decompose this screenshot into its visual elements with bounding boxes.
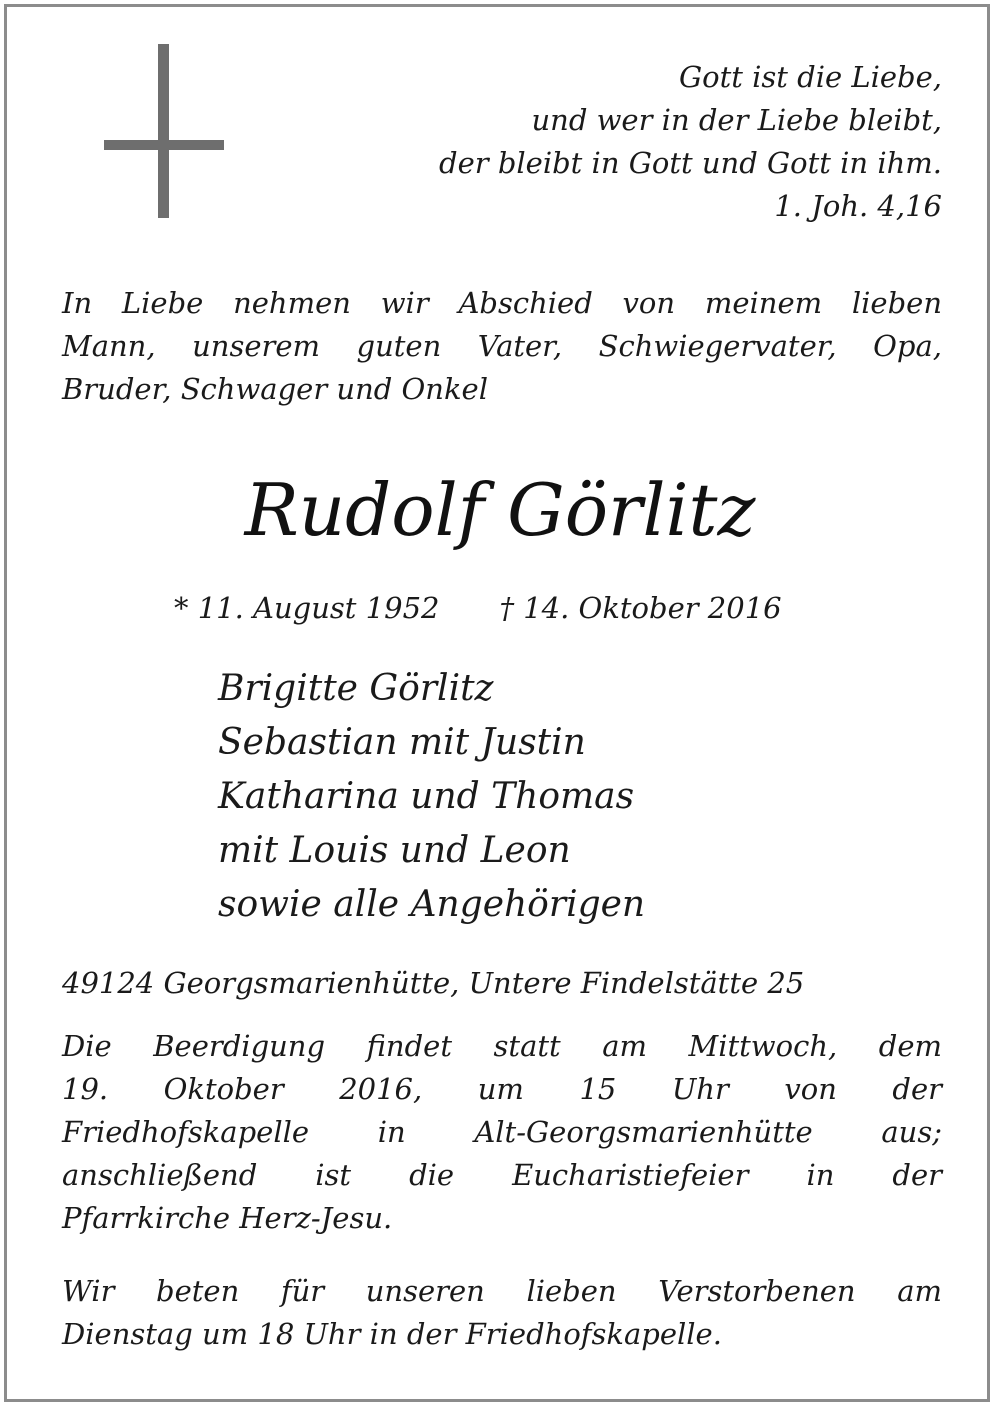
cross-horizontal-bar	[104, 140, 224, 150]
mourner-line: Katharina und Thomas	[218, 776, 635, 817]
burial-line: anschließend ist die Eucharistiefeier in der	[62, 1158, 942, 1192]
intro-line: Bruder, Schwager und Onkel	[62, 372, 488, 406]
life-dates	[174, 588, 782, 628]
intro-line: Mann, unserem guten Vater, Schwiegervater, Opa,	[62, 329, 942, 363]
intro-text	[62, 282, 942, 411]
death-date: † 14. Oktober 2016	[499, 591, 782, 625]
bible-verse	[302, 56, 942, 228]
birth-date: * 11. August 1952	[174, 591, 440, 625]
burial-line: Pfarrkirche Herz-Jesu.	[62, 1201, 393, 1235]
intro-line: In Liebe nehmen wir Abschied von meinem lieben	[62, 286, 942, 320]
mourner-line: mit Louis und Leon	[218, 830, 571, 871]
prayer-line: Wir beten für unseren lieben Verstorbenen am	[62, 1274, 942, 1308]
burial-line: Friedhofskapelle in Alt-Georgsmarienhütte aus;	[62, 1115, 942, 1149]
deceased-name: Rudolf Görlitz	[244, 468, 756, 552]
verse-line: und wer in der Liebe bleibt,	[531, 103, 942, 137]
cross-icon	[104, 44, 224, 218]
burial-info	[62, 1025, 942, 1240]
mourners-list	[218, 662, 645, 932]
mourner-line: Sebastian mit Justin	[218, 722, 586, 763]
verse-reference: 1. Joh. 4,16	[774, 189, 942, 223]
burial-line: 19. Oktober 2016, um 15 Uhr von der	[62, 1072, 942, 1106]
prayer-info	[62, 1270, 942, 1356]
verse-line: der bleibt in Gott und Gott in ihm.	[439, 146, 942, 180]
mourner-line: Brigitte Görlitz	[218, 668, 494, 709]
prayer-line: Dienstag um 18 Uhr in der Friedhofskapelle.	[62, 1317, 722, 1351]
cross-vertical-bar	[158, 44, 169, 218]
burial-line: Die Beerdigung findet statt am Mittwoch, dem	[62, 1029, 942, 1063]
address: 49124 Georgsmarienhütte, Untere Findelstätte 25	[62, 966, 805, 1000]
verse-line: Gott ist die Liebe,	[678, 60, 942, 94]
mourner-line: sowie alle Angehörigen	[218, 884, 646, 925]
